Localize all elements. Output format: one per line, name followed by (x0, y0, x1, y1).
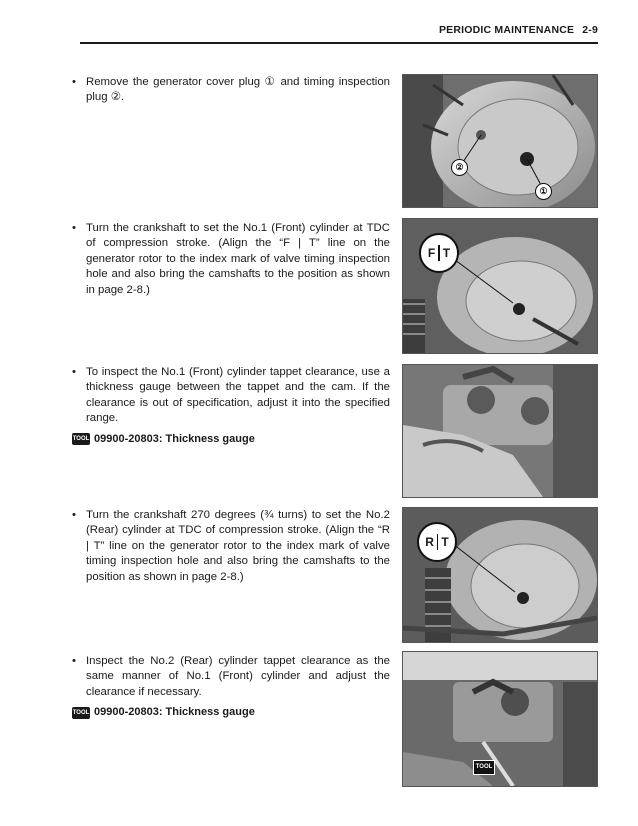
bullet-item (72, 508, 390, 585)
special-tool (72, 705, 390, 720)
header-text (439, 24, 598, 36)
special-tool (72, 432, 390, 447)
mark-letter-left: F (427, 246, 436, 260)
photo-thickness-gauge-front (402, 364, 598, 498)
bullet-item (72, 365, 390, 427)
tool-sticker: TOOL (473, 760, 495, 775)
bullet-item (72, 221, 390, 298)
step-text: Turn the crankshaft to set the No.1 (Front) cylinder at TDC of compression stroke. (Align the “F | T” line on the generator rotor to the index mark of valve timing inspection hole and also bring the camshafts to the position as shown in page 2-8.) (86, 222, 390, 296)
photo-ft-mark (402, 218, 598, 354)
page-number: 2-9 (582, 24, 598, 36)
mark-letter-right: T (442, 246, 451, 260)
bullet-dot: • (72, 655, 76, 667)
tool-icon: TOOL (72, 707, 90, 719)
step-text: To inspect the No.1 (Front) cylinder tappet clearance, use a thickness gauge between the tappet and the cam. If the clearance is out of specification, adjust it into the specified range. (86, 366, 390, 425)
photo-rt-mark (402, 507, 598, 643)
step-1 (72, 75, 390, 106)
bullet-item (72, 75, 390, 106)
callout-1: ① (535, 183, 552, 200)
step-3 (72, 365, 390, 447)
tool-text: 09900-20803: Thickness gauge (94, 432, 255, 445)
mark-separator (437, 534, 439, 550)
step-text: Inspect the No.2 (Rear) cylinder tappet clearance as the same manner of No.1 (Front) cylinder and adjust the clearance if necessary. (86, 655, 390, 698)
step-text: Remove the generator cover plug ① and timing inspection plug ②. (86, 76, 390, 104)
mark-letter-left: R (425, 535, 434, 549)
step-2 (72, 221, 390, 298)
callout-2: ② (451, 159, 468, 176)
step-5 (72, 654, 390, 721)
bullet-dot: • (72, 76, 76, 88)
tool-icon: TOOL (72, 433, 90, 445)
step-text: Turn the crankshaft 270 degrees (¾ turns) to set the No.2 (Rear) cylinder at TDC of compression stroke. (Align the “R | T” line on the generator rotor to the index mark of valve timing inspection hole and also bring the camshafts to the position as shown in page 2-8.) (86, 509, 390, 583)
bullet-dot: • (72, 366, 76, 378)
step-4 (72, 508, 390, 585)
bullet-dot: • (72, 222, 76, 234)
mark-separator (438, 245, 440, 261)
tool-text: 09900-20803: Thickness gauge (94, 706, 255, 719)
section-title: PERIODIC MAINTENANCE (438, 24, 575, 36)
photo-thickness-gauge-rear (402, 651, 598, 787)
timing-mark-rt (417, 522, 457, 562)
bullet-dot: • (72, 509, 76, 521)
page-header (80, 20, 598, 44)
bullet-item (72, 654, 390, 700)
timing-mark-ft (419, 233, 459, 273)
mark-letter-right: T (441, 535, 449, 549)
photo-generator-cover (402, 74, 598, 208)
